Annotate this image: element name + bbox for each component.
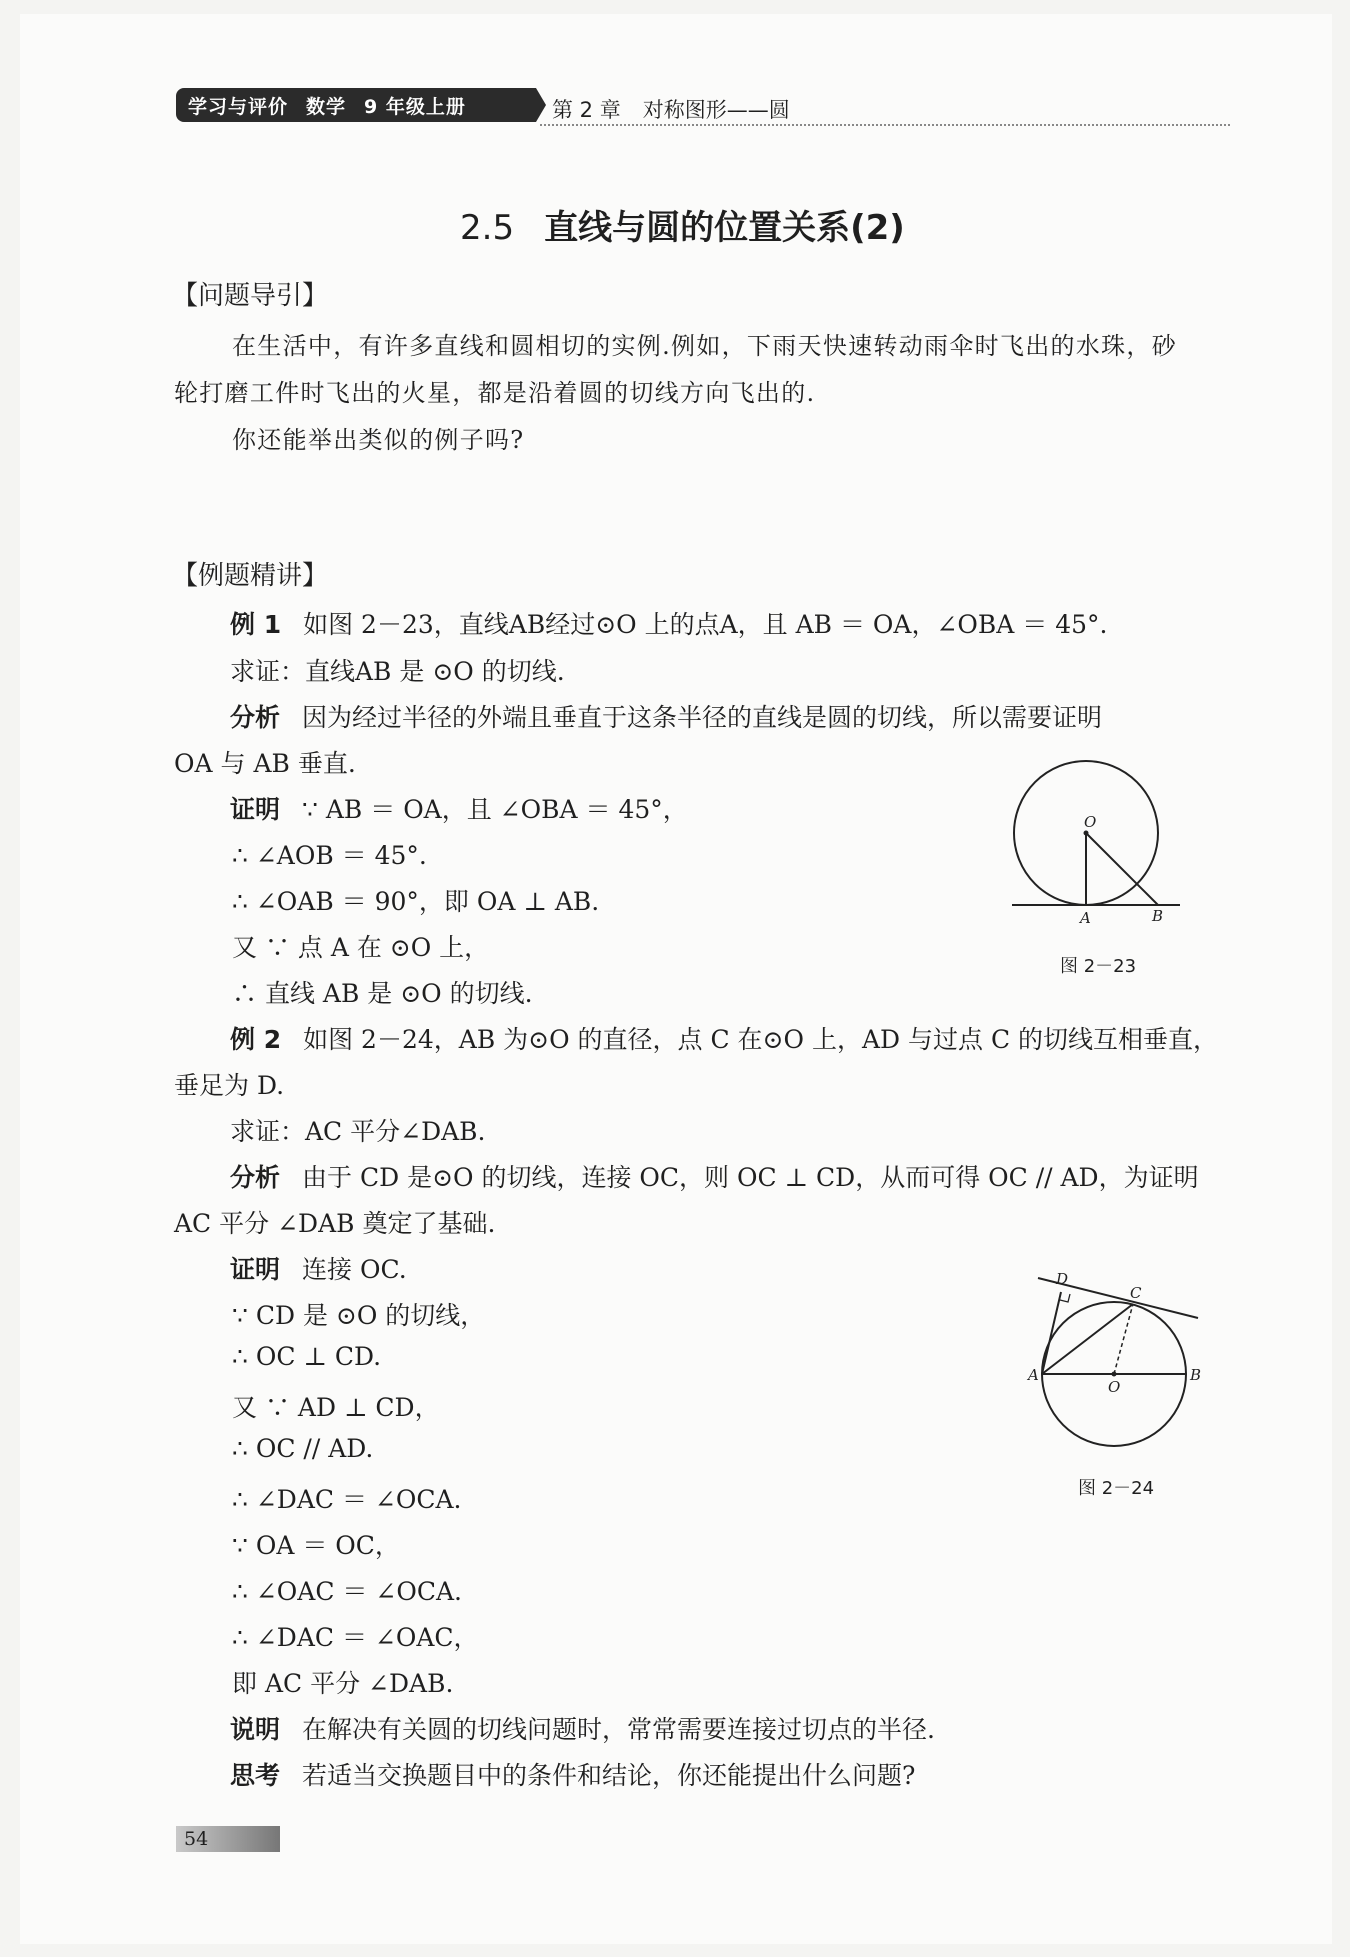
figure-2-24 <box>1020 1258 1220 1458</box>
chapter-header <box>552 94 790 124</box>
series-badge <box>176 88 536 122</box>
example-2-proof-line-10: 即 AC 平分 ∠DAB. <box>232 1669 454 1698</box>
note-text: 在解决有关圆的切线问题时，常常需要连接过切点的半径. <box>302 1715 935 1744</box>
example-1-proof-line-3: ∴ ∠OAB ＝ 90°，即 OA ⊥ AB. <box>232 887 600 916</box>
page-number <box>176 1826 280 1852</box>
example-2-analysis <box>230 1158 1199 1194</box>
label-o: O <box>1108 1378 1121 1396</box>
section-number: 2.5 <box>460 208 515 248</box>
proof-step: ∵ AB ＝ OA，且 ∠OBA ＝ 45°， <box>302 795 688 824</box>
label-c: C <box>1130 1284 1142 1302</box>
example-2-proof-line-9: ∴ ∠DAC ＝ ∠OAC， <box>232 1623 479 1652</box>
example-1-proof-line-1 <box>230 790 688 826</box>
example-1-given-text: 如图 2－23，直线AB经过⊙O 上的点A，且 AB ＝ OA，∠OBA ＝ 45°. <box>303 610 1108 639</box>
example-1-given <box>230 605 1107 641</box>
label-d: D <box>1056 1270 1069 1288</box>
example-2-proof-line-2: ∵ CD 是 ⊙O 的切线， <box>232 1301 486 1330</box>
series-subject: 数学 <box>306 95 347 118</box>
think-text: 若适当交换题目中的条件和结论，你还能提出什么问题? <box>302 1761 916 1790</box>
intro-paragraph-line-2: 轮打磨工件时飞出的火星，都是沿着圆的切线方向飞出的. <box>174 379 816 407</box>
example-2-proof-line-8: ∴ ∠OAC ＝ ∠OCA. <box>232 1577 462 1606</box>
proof-label: 证明 <box>230 1255 281 1284</box>
example-2-given <box>230 1020 1218 1056</box>
page-number-text: 54 <box>184 1828 209 1850</box>
example-2-proof-line-7: ∵ OA ＝ OC， <box>232 1531 400 1560</box>
label-b: B <box>1152 907 1164 925</box>
example-2-prove: 求证：AC 平分∠DAB. <box>230 1117 486 1146</box>
example-1-prove: 求证：直线AB 是 ⊙O 的切线. <box>230 657 565 686</box>
section-title <box>460 200 905 249</box>
example-2-think <box>230 1756 915 1792</box>
example-2-proof-line-5: ∴ OC // AD. <box>232 1434 374 1463</box>
example-2-analysis-cont: AC 平分 ∠DAB 奠定了基础. <box>174 1209 496 1238</box>
chapter-number: 第 2 章 <box>552 98 621 122</box>
example-1-analysis-cont: OA 与 AB 垂直. <box>174 749 356 778</box>
examples-heading: 【例题精讲】 <box>172 561 329 591</box>
example-2-proof-line-1 <box>230 1250 407 1286</box>
think-label: 思考 <box>230 1761 281 1790</box>
example-1-label: 例 1 <box>230 610 282 639</box>
example-1-analysis-text: 因为经过半径的外端且垂直于这条半径的直线是圆的切线，所以需要证明 <box>302 703 1103 732</box>
example-2-proof-line-4: 又 ∵ AD ⊥ CD， <box>232 1393 440 1422</box>
label-o: O <box>1084 813 1097 831</box>
proof-label: 证明 <box>230 795 281 824</box>
figure-2-23-caption: 图 2－23 <box>1060 956 1137 977</box>
example-2-proof-line-3: ∴ OC ⊥ CD. <box>232 1342 382 1371</box>
example-2-given-text: 如图 2－24，AB 为⊙O 的直径，点 C 在⊙O 上，AD 与过点 C 的切线互相垂直， <box>303 1025 1219 1054</box>
note-label: 说明 <box>230 1715 281 1744</box>
series-grade: 9 年级上册 <box>364 95 466 118</box>
example-2-label: 例 2 <box>230 1025 282 1054</box>
label-a: A <box>1080 909 1091 927</box>
example-2-analysis-text: 由于 CD 是⊙O 的切线，连接 OC，则 OC ⊥ CD，从而可得 OC // AD，为证明 <box>302 1163 1199 1192</box>
section-title-text: 直线与圆的位置关系(2) <box>544 208 905 248</box>
example-1-proof-line-5: ∴ 直线 AB 是 ⊙O 的切线. <box>232 979 533 1008</box>
example-2-given-cont: 垂足为 D. <box>174 1071 285 1100</box>
badge-arrow <box>536 88 546 122</box>
series-name: 学习与评价 <box>188 95 289 118</box>
example-2-note <box>230 1710 935 1746</box>
label-b: B <box>1190 1366 1202 1384</box>
proof-step: 连接 OC. <box>302 1255 407 1284</box>
example-1-proof-line-2: ∴ ∠AOB ＝ 45°. <box>232 841 427 870</box>
intro-paragraph-line-1: 在生活中，有许多直线和圆相切的实例.例如，下雨天快速转动雨伞时飞出的水珠，砂 <box>232 332 1178 360</box>
figure-2-24-caption: 图 2－24 <box>1078 1478 1155 1499</box>
header-divider <box>540 124 1230 126</box>
example-1-proof-line-4: 又 ∵ 点 A 在 ⊙O 上， <box>232 933 490 962</box>
example-1-analysis <box>230 698 1102 734</box>
intro-question: 你还能举出类似的例子吗? <box>232 426 525 454</box>
example-2-proof-line-6: ∴ ∠DAC ＝ ∠OCA. <box>232 1485 462 1514</box>
label-a: A <box>1028 1366 1039 1384</box>
analysis-label: 分析 <box>230 703 281 732</box>
chapter-title: 对称图形——圆 <box>642 98 790 122</box>
analysis-label: 分析 <box>230 1163 281 1192</box>
figure-2-23 <box>1000 755 1200 940</box>
intro-heading: 【问题导引】 <box>172 281 329 311</box>
